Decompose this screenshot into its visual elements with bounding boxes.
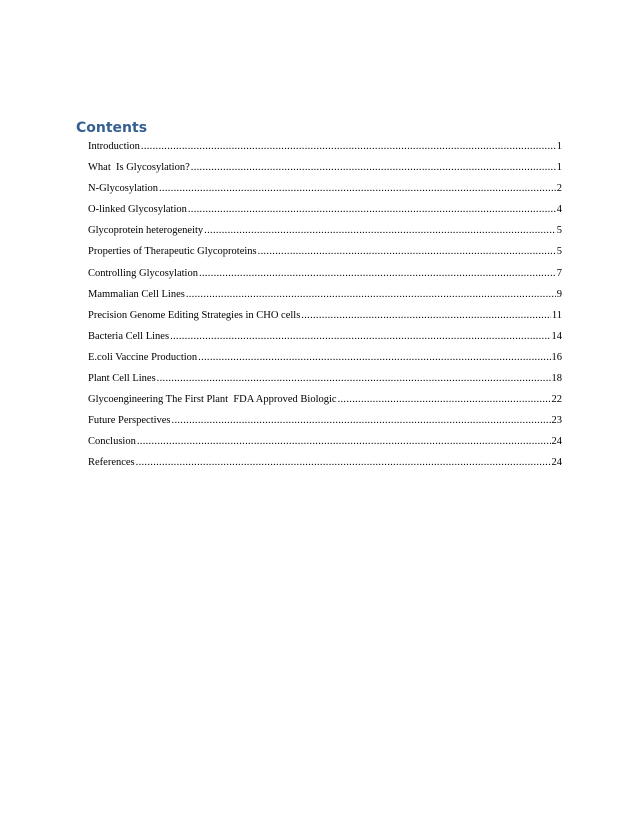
toc-entry[interactable] bbox=[88, 456, 562, 477]
toc-dot-leader bbox=[186, 288, 556, 302]
toc-entry-title: Precision Genome Editing Strategies in CHO cells bbox=[88, 309, 301, 321]
toc-entry-title: Conclusion bbox=[88, 436, 136, 448]
toc-entry[interactable] bbox=[88, 182, 562, 203]
toc-entry-page: 16 bbox=[551, 351, 562, 363]
toc-entry-page: 24 bbox=[551, 457, 562, 469]
toc-entry-title: Future Perspectives bbox=[88, 415, 171, 427]
toc-entry-page: 5 bbox=[556, 246, 562, 258]
toc-entry-page: 18 bbox=[551, 373, 562, 385]
toc-dot-leader bbox=[157, 372, 551, 386]
toc-entry[interactable] bbox=[88, 351, 562, 372]
toc-entry-title: Glycoengineering The First Plant FDA Approved Biologic bbox=[88, 394, 337, 406]
toc-entry[interactable] bbox=[88, 330, 562, 351]
toc-dot-leader bbox=[301, 309, 551, 323]
toc-entry-title: References bbox=[88, 457, 135, 469]
toc-entry[interactable] bbox=[88, 245, 562, 266]
toc-entry-page: 24 bbox=[551, 436, 562, 448]
toc-dot-leader bbox=[170, 330, 550, 344]
toc-dot-leader bbox=[198, 351, 550, 365]
toc-entry-page: 1 bbox=[556, 162, 562, 174]
toc-entry[interactable] bbox=[88, 309, 562, 330]
toc-dot-leader bbox=[258, 245, 556, 259]
toc-entry-title: Mammalian Cell Lines bbox=[88, 288, 185, 300]
toc-entry[interactable] bbox=[88, 140, 562, 161]
toc-dot-leader bbox=[136, 456, 551, 470]
toc-dot-leader bbox=[191, 161, 556, 175]
toc-entry-title: E.coli Vaccine Production bbox=[88, 351, 198, 363]
toc-dot-leader bbox=[204, 224, 556, 238]
toc-dot-leader bbox=[188, 203, 556, 217]
toc-dot-leader bbox=[159, 182, 556, 196]
toc-entry-title: Glycoprotein heterogeneity bbox=[88, 225, 204, 237]
toc-entry-title: N-Glycosylation bbox=[88, 183, 158, 195]
toc-entry-title: Properties of Therapeutic Glycoproteins bbox=[88, 246, 257, 258]
toc-entry-page: 22 bbox=[551, 394, 562, 406]
toc-entry[interactable] bbox=[88, 267, 562, 288]
table-of-contents bbox=[88, 140, 562, 478]
toc-entry[interactable] bbox=[88, 203, 562, 224]
toc-entry-title: What Is Glycosylation? bbox=[88, 162, 190, 174]
toc-dot-leader bbox=[172, 414, 551, 428]
toc-entry-page: 14 bbox=[551, 330, 562, 342]
toc-entry-page: 9 bbox=[556, 288, 562, 300]
toc-entry[interactable] bbox=[88, 288, 562, 309]
toc-entry[interactable] bbox=[88, 224, 562, 245]
toc-entry-title: Introduction bbox=[88, 141, 140, 152]
toc-entry[interactable] bbox=[88, 393, 562, 414]
toc-entry-page: 5 bbox=[556, 225, 562, 237]
toc-entry-title: O-linked Glycosylation bbox=[88, 204, 187, 216]
toc-dot-leader bbox=[338, 393, 551, 407]
toc-dot-leader bbox=[137, 435, 551, 449]
toc-entry-title: Controlling Glycosylation bbox=[88, 267, 198, 279]
toc-entry[interactable] bbox=[88, 372, 562, 393]
toc-heading: Contents bbox=[76, 120, 148, 136]
toc-entry-page: 11 bbox=[551, 309, 562, 321]
toc-entry[interactable] bbox=[88, 414, 562, 435]
toc-entry-page: 1 bbox=[556, 141, 562, 152]
toc-dot-leader bbox=[141, 140, 556, 154]
toc-entry-page: 2 bbox=[556, 183, 562, 195]
toc-entry[interactable] bbox=[88, 161, 562, 182]
toc-entry-title: Plant Cell Lines bbox=[88, 373, 156, 385]
toc-dot-leader bbox=[199, 267, 556, 281]
toc-entry-page: 7 bbox=[556, 267, 562, 279]
toc-entry-title: Bacteria Cell Lines bbox=[88, 330, 170, 342]
toc-entry-page: 4 bbox=[556, 204, 562, 216]
toc-entry[interactable] bbox=[88, 435, 562, 456]
toc-entry-page: 23 bbox=[551, 415, 562, 427]
